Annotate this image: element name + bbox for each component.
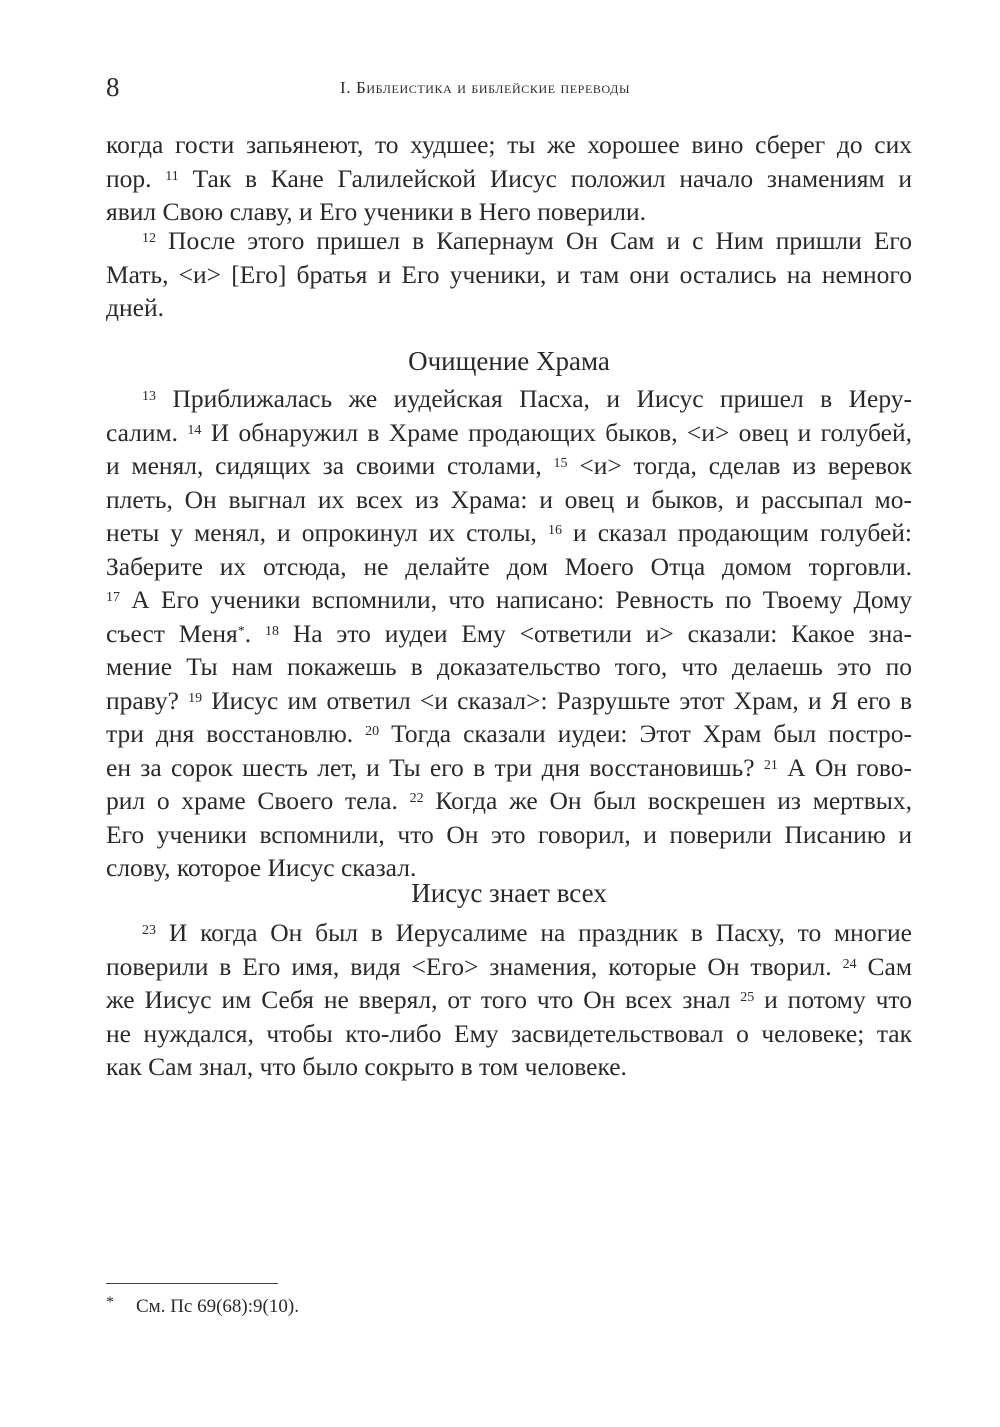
verse-number: 11 xyxy=(165,168,179,184)
text-line: явил Свою славу, и Его ученики в Него поверили. xyxy=(106,197,647,226)
paragraph-verse-12 xyxy=(106,224,912,325)
verse-number: 25 xyxy=(740,990,755,1005)
verse-number: 19 xyxy=(188,690,203,706)
text-line: мение Ты нам покажешь в доказательство того, что делаешь это по xyxy=(106,652,912,681)
verse-number: 24 xyxy=(842,956,857,972)
verse-number: 12 xyxy=(142,231,156,246)
text-line: съест Меня*. $^{18}$ На это иудеи Ему <ответили и> сказали: Какое зна- xyxy=(106,618,913,648)
text-line: неты у менял, и опрокинул их столы, $^{16}$ и сказал продающим голубей: xyxy=(106,518,913,547)
paragraph-cleansing-temple xyxy=(106,382,912,885)
running-head: I. Библеистика и библейские переводы xyxy=(340,78,631,97)
section-heading: Иисус знает всех xyxy=(411,878,607,908)
paragraph-jesus-knows-all xyxy=(106,916,912,1084)
footnote-mark: * xyxy=(237,623,245,639)
footnote xyxy=(106,1295,299,1319)
text-line: дней. xyxy=(106,293,164,322)
text-line: когда гости запьянеют, то худшее; ты же хорошее вино сберег до сих xyxy=(106,130,912,159)
text-line: ен за сорок шесть лет, и Ты его в три дня восстановишь? $^{21}$ А Он гово- xyxy=(106,752,912,782)
verse-number: 21 xyxy=(763,757,778,773)
text-line: как Сам знал, что было сокрыто в том человеке. xyxy=(106,1052,627,1081)
text-line: Мать, <и> [Его] братья и Его ученики, и там они остались на немного xyxy=(106,259,912,289)
text-line: рил о храме Своего тела. $^{22}$ Когда же Он был воскрешен из мертвых, xyxy=(106,786,913,815)
text-line: праву? $^{19}$ Иисус им ответил <и сказал>: Разрушьте этот Храм, и Я его в xyxy=(106,685,912,715)
text-line: пор. $^{11}$ Так в Кане Галилейской Иисус положил начало знамениям и xyxy=(106,163,912,193)
text-line: $^{12}$ После этого пришел в Капернаум Он Сам и с Ним пришли Его xyxy=(142,226,912,255)
footnote-mark: * xyxy=(106,1294,114,1311)
verse-number: 13 xyxy=(142,389,156,404)
text-line: слову, которое Иисус сказал. xyxy=(106,853,417,882)
verse-number: 16 xyxy=(547,523,562,538)
text-line: салим. $^{14}$ И обнаружил в Храме продающих быков, <и> овец и голубей, xyxy=(106,417,912,447)
paragraph-continuation xyxy=(106,128,912,229)
verse-number: 20 xyxy=(365,724,380,739)
verse-number: 17 xyxy=(106,590,120,605)
page-number: 8 xyxy=(106,72,120,102)
text-line: $^{17}$ А Его ученики вспомнили, что написано: Ревность по Твоему Дому xyxy=(106,585,912,614)
verse-number: 14 xyxy=(187,422,202,438)
text-line: Заберите их отсюда, не делайте дом Моего Отца домом торговли. xyxy=(106,551,912,581)
text-line: и менял, сидящих за своими столами, $^{15}$ <и> тогда, сделав из веревок xyxy=(106,451,912,480)
text-line: поверили в Его имя, видя <Его> знамения, которые Он творил. $^{24}$ Сам xyxy=(106,951,912,981)
verse-number: 15 xyxy=(553,456,568,471)
text-line: же Иисус им Себя не вверял, от того что Он всех знал $^{25}$ и потому что xyxy=(106,985,912,1014)
text-line: $^{13}$ Приближалась же иудейская Пасха, и Иисус пришел в Иеру- xyxy=(142,384,912,413)
text-line: не нуждался, чтобы кто-либо Ему засвидетельствовал о человеке; так xyxy=(106,1018,912,1048)
verse-number: 18 xyxy=(265,623,280,639)
footnote-text: См. Пс 69(68):9(10). xyxy=(136,1296,299,1317)
section-heading: Очищение Храма xyxy=(408,346,610,376)
text-line: Его ученики вспомнили, что Он это говорил, и поверили Писанию и xyxy=(106,819,912,849)
verse-number: 23 xyxy=(142,923,156,938)
text-line: плеть, Он выгнал их всех из Храма: и овец и быков, и рассыпал мо- xyxy=(106,484,912,514)
verse-number: 22 xyxy=(409,791,424,806)
footnote-divider xyxy=(106,1283,278,1284)
text-line: три дня восстановлю. $^{20}$ Тогда сказали иудеи: Этот Храм был постро- xyxy=(106,719,913,748)
text-line: $^{23}$ И когда Он был в Иерусалиме на праздник в Пасху, то многие xyxy=(142,918,913,947)
